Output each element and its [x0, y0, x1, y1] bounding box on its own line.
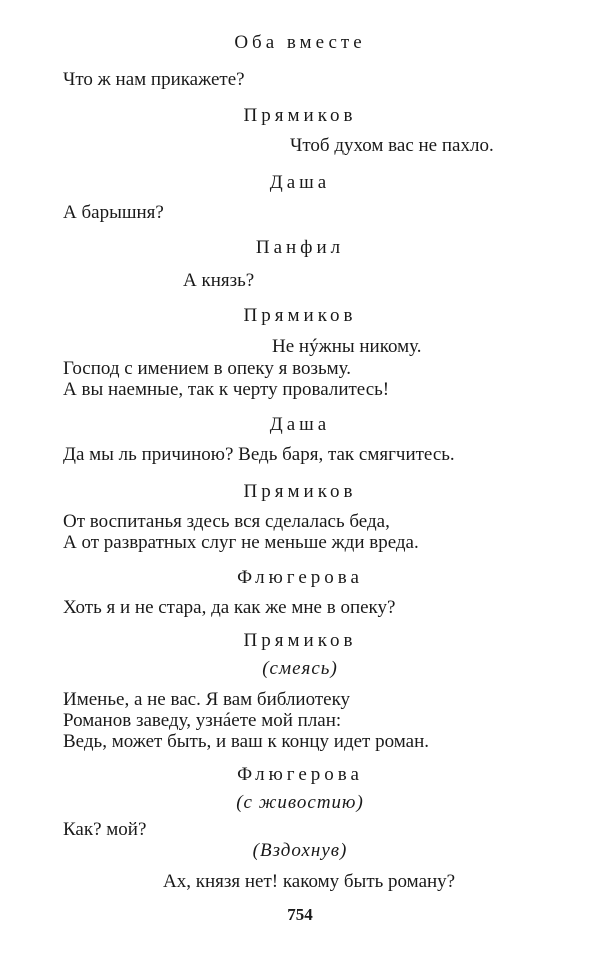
speaker-name: Прямиков [243, 105, 357, 126]
speaker-name: Прямиков [243, 630, 357, 651]
stage-direction: (смеясь) [262, 658, 338, 679]
speaker-name: Панфил [255, 237, 345, 258]
verse-line: А барышня? [63, 202, 164, 223]
speaker-name: Флюгерова [237, 567, 363, 588]
verse-line: Не нýжны никому. [272, 336, 422, 357]
page-number: 754 [287, 905, 313, 924]
verse-line: Романов заведу, узнáете мой план: [63, 710, 342, 731]
verse-line: От воспитанья здесь вся сделалась беда, [63, 511, 390, 532]
speaker-name: Оба вместе [234, 32, 366, 53]
verse-line: Да мы ль причиною? Ведь баря, так смягчитесь. [63, 444, 455, 465]
stage-direction: (с живостию) [236, 792, 364, 813]
verse-line: Ах, князя нет! какому быть роману? [163, 871, 456, 892]
speaker-name: Прямиков [243, 481, 357, 502]
speaker-name: Прямиков [243, 305, 357, 326]
verse-line: Именье, а не вас. Я вам библиотеку [63, 689, 351, 710]
verse-line: Что ж нам прикажете? [63, 69, 245, 90]
verse-line: А вы наемные, так к черту провалитесь! [63, 379, 390, 400]
speaker-name: Даша [269, 172, 331, 193]
verse-line: Господ с имением в опеку я возьму. [63, 358, 352, 379]
speaker-name: Флюгерова [237, 764, 363, 785]
speaker-name: Даша [269, 414, 331, 435]
verse-line: Чтоб духом вас не пахло. [290, 135, 494, 156]
verse-line: А князь? [183, 270, 255, 291]
verse-line: Как? мой? [63, 819, 147, 840]
verse-line: Ведь, может быть, и ваш к концу идет роман. [63, 731, 429, 752]
verse-line: А от развратных слуг не меньше жди вреда. [63, 532, 419, 553]
stage-direction: (Вздохнув) [252, 840, 348, 861]
verse-line: Хоть я и не стара, да как же мне в опеку? [63, 597, 396, 618]
